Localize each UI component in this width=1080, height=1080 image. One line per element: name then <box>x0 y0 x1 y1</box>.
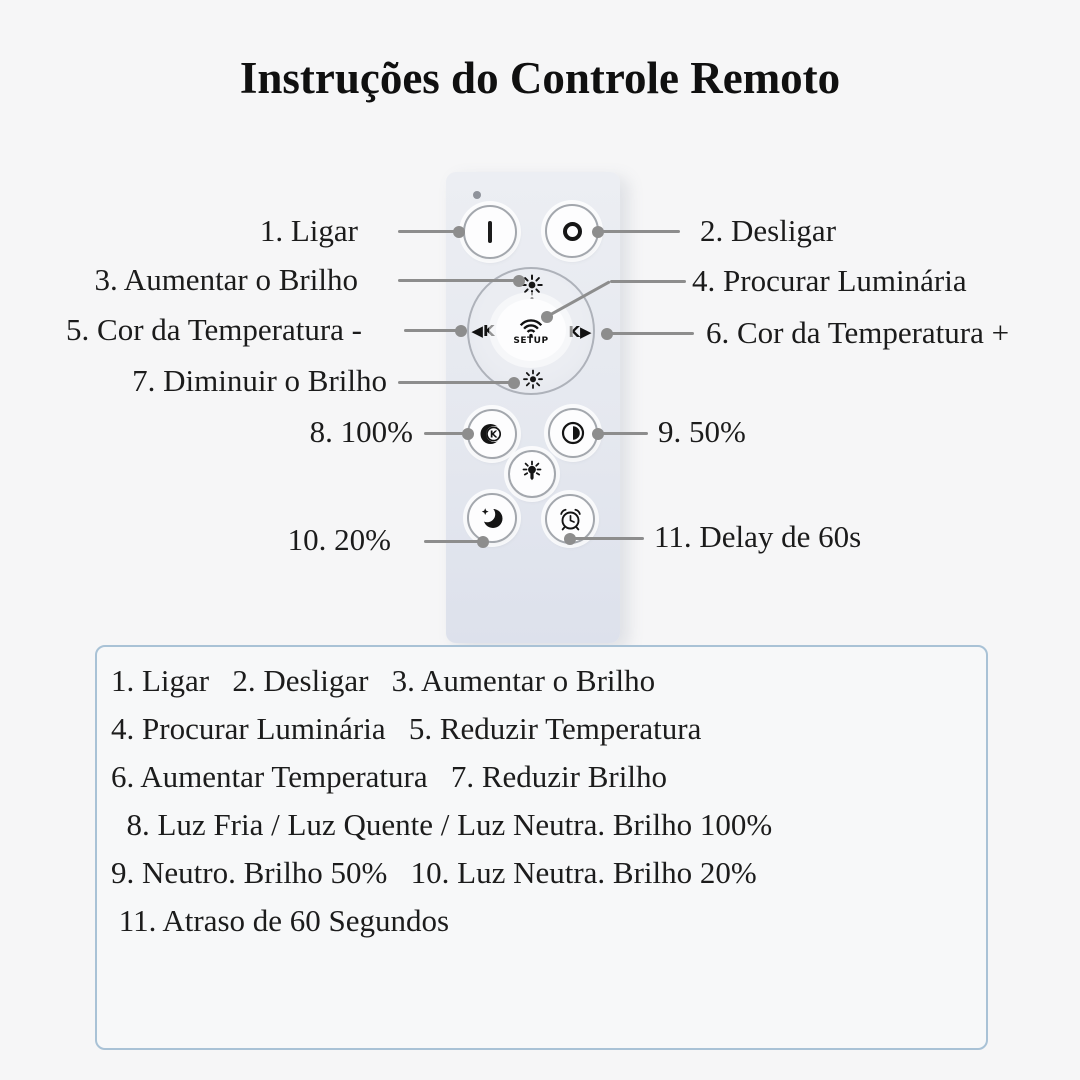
power-on-icon <box>488 221 492 243</box>
callout-dot <box>462 428 474 440</box>
callout-label-5: 5. Cor da Temperatura - <box>66 312 362 347</box>
brightness-down-icon <box>519 368 547 392</box>
remote-control <box>446 172 620 643</box>
legend-line-2: 4. Procurar Luminária 5. Reduzir Temperatura <box>111 711 702 746</box>
power-on-button <box>463 205 517 259</box>
svg-text:K: K <box>489 429 498 441</box>
legend-line-1: 1. Ligar 2. Desligar 3. Aumentar o Brilho <box>111 663 656 698</box>
setup-label: SETUP <box>513 335 549 346</box>
callout-label-6: 6. Cor da Temperatura + <box>706 315 1010 350</box>
power-off-button <box>545 204 599 258</box>
callout-dot <box>541 311 553 323</box>
preset-50-button <box>548 408 598 458</box>
preset-100-button <box>467 409 517 459</box>
callout-line <box>610 280 686 283</box>
legend-line-4: 8. Luz Fria / Luz Quente / Luz Neutra. Brilho 100% <box>111 807 773 842</box>
legend-line-5: 9. Neutro. Brilho 50% 10. Luz Neutra. Brilho 20% <box>111 855 757 890</box>
callout-label-10: 10. 20% <box>287 522 391 557</box>
callout-label-2: 2. Desligar <box>700 213 837 248</box>
callout-line <box>398 230 459 233</box>
led-indicator-dot <box>473 191 481 199</box>
callout-label-1: 1. Ligar <box>259 213 358 248</box>
callout-label-3: 3. Aumentar o Brilho <box>94 262 358 297</box>
callout-dot <box>453 226 465 238</box>
page-title: Instruções do Controle Remoto <box>239 53 841 103</box>
callout-line <box>607 332 694 335</box>
alarm-clock-icon <box>557 506 584 533</box>
bulb-icon <box>519 460 545 488</box>
callout-line <box>404 329 461 332</box>
light-button <box>508 450 556 498</box>
callout-dot <box>601 328 613 340</box>
callout-label-8: 8. 100% <box>309 414 413 449</box>
callout-line <box>598 432 648 435</box>
preset-20-button <box>467 493 517 543</box>
callout-line <box>598 230 680 233</box>
callout-dot <box>564 533 576 545</box>
contrast-icon <box>560 420 586 446</box>
callout-line <box>570 537 644 540</box>
callout-label-11: 11. Delay de 60s <box>654 519 862 554</box>
power-off-icon <box>563 222 582 241</box>
temperature-plus-key: K▶ <box>568 323 592 341</box>
callout-line <box>398 279 519 282</box>
callout-dot <box>513 275 525 287</box>
callout-label-9: 9. 50% <box>658 414 746 449</box>
kelvin-icon <box>479 421 505 447</box>
callout-dot <box>592 226 604 238</box>
callout-label-7: 7. Diminuir o Brilho <box>132 363 387 398</box>
legend-line-6: 11. Atraso de 60 Segundos <box>111 903 450 938</box>
night-mode-icon <box>479 505 505 531</box>
callout-label-4: 4. Procurar Luminária <box>692 263 967 298</box>
legend-line-3: 6. Aumentar Temperatura 7. Reduzir Brilho <box>111 759 667 794</box>
temperature-minus-key: ◀K <box>471 322 495 340</box>
setup-button <box>496 299 566 361</box>
callout-dot <box>592 428 604 440</box>
callout-dot <box>455 325 467 337</box>
callout-line <box>398 381 514 384</box>
callout-dot <box>508 377 520 389</box>
callout-dot <box>477 536 489 548</box>
callout-line <box>424 540 483 543</box>
legend-box <box>95 645 988 1050</box>
